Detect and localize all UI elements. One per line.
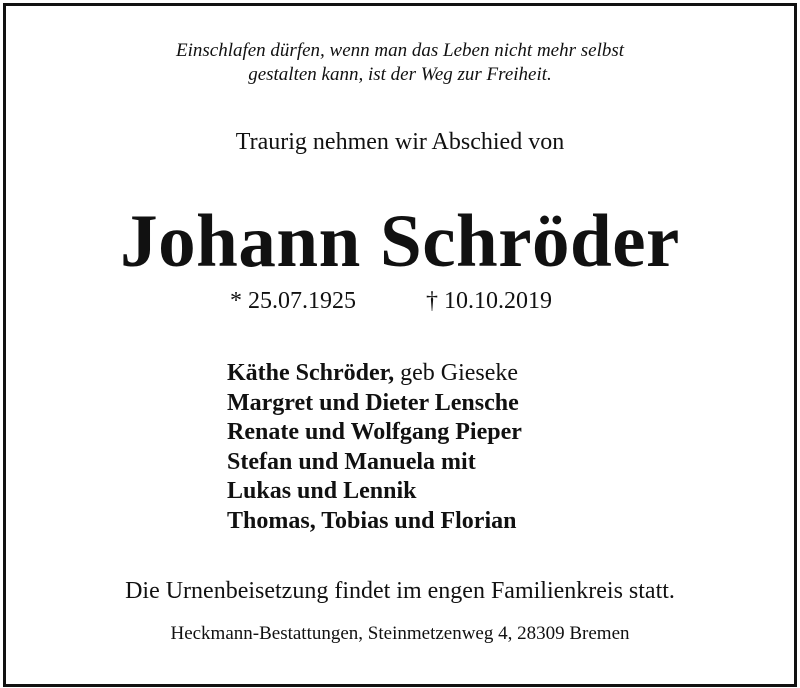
birth-date: * 25.07.1925 — [230, 288, 356, 314]
mourner-maiden-name: geb Gieseke — [394, 360, 519, 386]
mourner-line-5 — [227, 507, 522, 537]
mourner-line-2 — [227, 418, 522, 448]
mourner-name: Margret und Dieter Lensche — [227, 389, 519, 416]
undertaker-address: Heckmann-Bestattungen, Steinmetzenweg 4, 28309 Bremen — [170, 623, 630, 644]
mourner-line-0 — [227, 359, 522, 389]
mourner-name: Renate und Wolfgang Pieper — [227, 419, 522, 445]
death-date: † 10.10.2019 — [426, 288, 552, 314]
mourner-name: Thomas, Tobias und Florian — [227, 507, 517, 534]
motto-line-2: gestalten kann, ist der Weg zur Freiheit. — [248, 64, 552, 85]
intro-text: Traurig nehmen wir Abschied von — [235, 129, 565, 155]
motto-quote — [0, 39, 800, 87]
deceased-name: Johann Schröder — [120, 200, 680, 283]
mourner-line-3 — [227, 448, 522, 478]
mourner-name: Lukas und Lennik — [227, 478, 417, 504]
mourner-name: Stefan und Manuela mit — [227, 448, 476, 475]
mourners-list — [227, 359, 522, 536]
burial-note: Die Urnenbeisetzung findet im engen Familienkreis statt. — [125, 578, 675, 604]
mourner-line-1 — [227, 389, 522, 419]
mourner-line-4 — [227, 477, 522, 507]
motto-line-1: Einschlafen dürfen, wenn man das Leben nicht mehr selbst — [175, 40, 625, 61]
mourner-name: Käthe Schröder, — [227, 360, 395, 386]
